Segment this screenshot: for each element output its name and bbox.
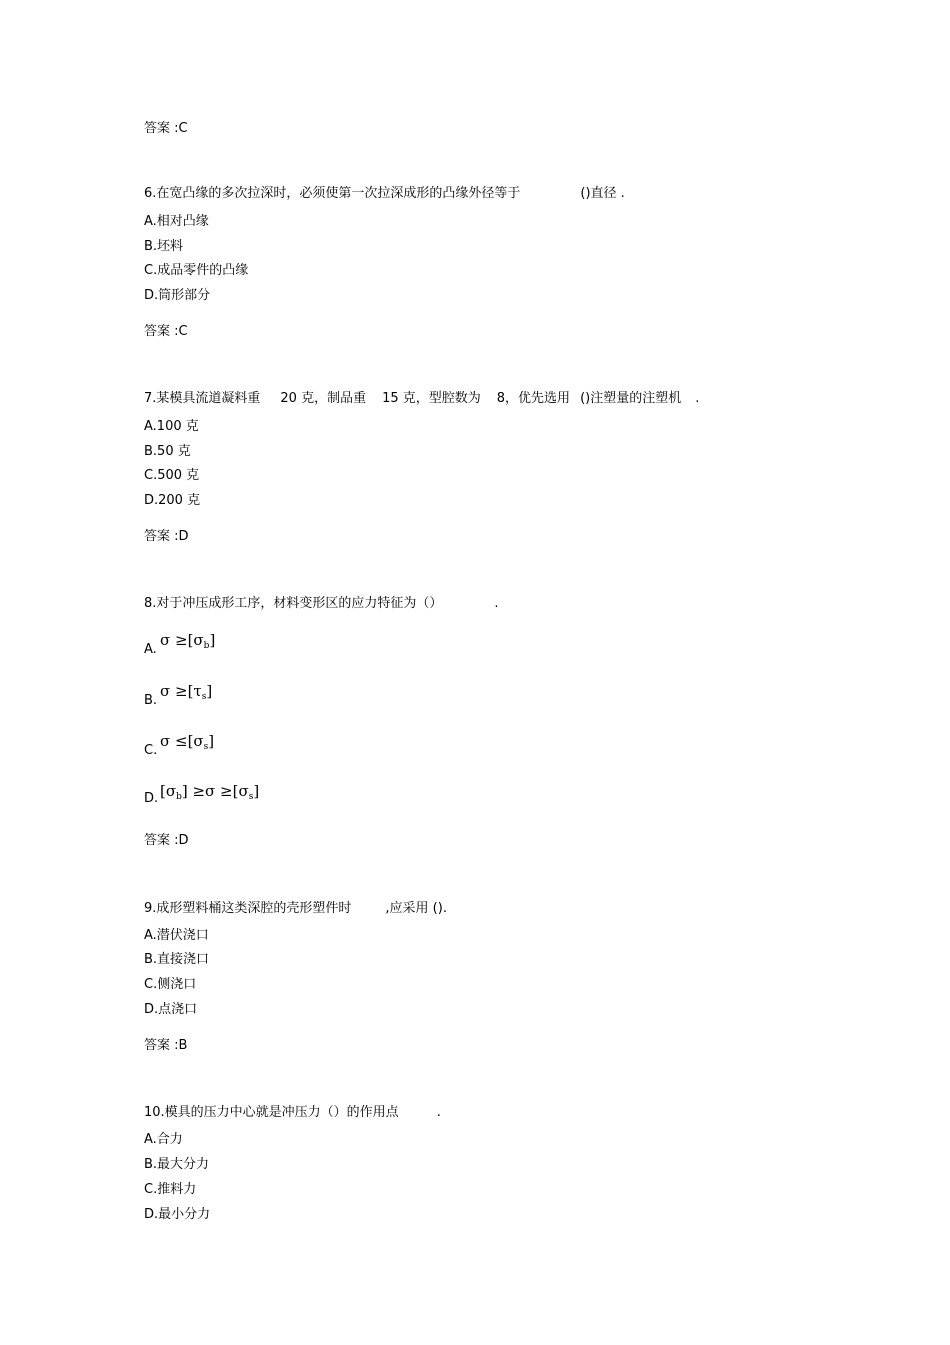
question-6-stem-b: ()直径 . — [580, 186, 625, 201]
formula-a-sub: b — [203, 641, 210, 651]
question-10-stem-a: 10.模具的压力中心就是冲压力（）的作用点 — [144, 1105, 399, 1120]
question-9-option-a: A.潜伏浇口 — [144, 928, 209, 943]
question-9-answer: 答案 :B — [144, 1038, 188, 1053]
question-8-answer: 答案 :D — [144, 833, 189, 848]
question-10-option-a: A.合力 — [144, 1132, 183, 1147]
question-7-option-a: A.100 克 — [144, 419, 199, 434]
formula-a-main: σ ≥[σ — [160, 631, 204, 649]
formula-d-open: [σ — [160, 782, 177, 800]
question-9-stem-b: ,应采用 (). — [385, 901, 447, 916]
question-6-option-c: C.成品零件的凸缘 — [144, 263, 249, 278]
question-6-option-a: A.相对凸缘 — [144, 214, 209, 229]
question-8-formula-d — [160, 782, 259, 802]
formula-d-mid: ] ≥σ ≥[σ — [181, 782, 249, 800]
question-6-stem-a: 6.在宽凸缘的多次拉深时，必须使第一次拉深成形的凸缘外径等于 — [144, 186, 521, 201]
question-8-formula-b — [160, 682, 212, 702]
formula-b-main: σ ≥[τ — [160, 682, 202, 700]
question-8-stem-a: 8.对于冲压成形工序，材料变形区的应力特征为（） — [144, 596, 443, 611]
question-9-option-b: B.直接浇口 — [144, 952, 210, 967]
question-7-answer: 答案 :D — [144, 529, 189, 544]
question-7-stem-3: 15 克，型腔数为 — [382, 391, 481, 406]
question-10-stem-b: . — [436, 1105, 441, 1120]
question-9-stem-a: 9.成形塑料桶这类深腔的壳形塑件时 — [144, 901, 352, 916]
formula-d-sub1: b — [176, 792, 182, 802]
question-7-stem-5: ()注塑量的注塑机 — [580, 391, 682, 406]
formula-b-sub: s — [201, 692, 207, 702]
question-9-stem — [144, 901, 447, 917]
question-10-option-b: B.最大分力 — [144, 1157, 210, 1172]
question-8-option-b-label: B. — [144, 693, 158, 708]
question-10-option-c: C.推料力 — [144, 1182, 197, 1197]
answer-5: 答案 :C — [144, 121, 188, 136]
question-6-stem — [144, 186, 625, 202]
question-7-option-d: D.200 克 — [144, 493, 201, 508]
question-7-stem — [144, 391, 699, 407]
question-8-option-a-label: A. — [144, 642, 157, 657]
question-6-option-b: B.坯料 — [144, 239, 184, 254]
question-6-option-d: D.筒形部分 — [144, 288, 211, 303]
question-8-stem-b: . — [494, 596, 499, 611]
question-10-stem — [144, 1105, 441, 1121]
formula-a-close: ] — [209, 631, 216, 649]
question-8-option-c-label: C. — [144, 743, 158, 758]
formula-c-close: ] — [208, 732, 215, 750]
question-8-stem — [144, 596, 499, 612]
question-6-answer: 答案 :C — [144, 324, 188, 339]
formula-c-main: σ ≤[σ — [160, 732, 204, 750]
question-7-stem-6: . — [695, 391, 700, 406]
formula-c-sub: s — [203, 742, 209, 752]
question-9-option-c: C.侧浇口 — [144, 977, 197, 992]
question-10-option-d: D.最小分力 — [144, 1207, 211, 1222]
question-8-formula-a — [160, 631, 215, 651]
formula-b-close: ] — [206, 682, 213, 700]
question-7-stem-4: 8，优先选用 — [496, 391, 571, 406]
question-8-option-d-label: D. — [144, 791, 159, 806]
question-8-formula-c — [160, 732, 214, 752]
question-7-option-b: B.50 克 — [144, 444, 191, 459]
question-7-option-c: C.500 克 — [144, 468, 200, 483]
question-7-stem-2: 20 克，制品重 — [280, 391, 367, 406]
formula-d-close: ] — [253, 782, 260, 800]
question-9-option-d: D.点浇口 — [144, 1002, 198, 1017]
formula-d-sub2: s — [248, 792, 254, 802]
question-7-stem-1: 7.某模具流道凝料重 — [144, 391, 261, 406]
